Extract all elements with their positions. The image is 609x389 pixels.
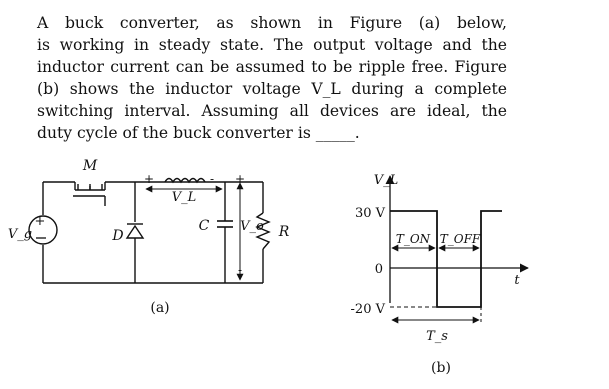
resistor-label: R xyxy=(278,224,290,240)
output-voltage-label: V_o xyxy=(240,219,264,234)
mosfet-label: M xyxy=(82,158,98,174)
tick-neg20v-label: -20 V xyxy=(350,302,385,317)
output-plus-sign: + xyxy=(234,172,246,186)
diode-label: D xyxy=(112,228,124,244)
inductor-minus-sign: - xyxy=(209,172,215,186)
buck-converter-circuit xyxy=(43,182,263,283)
problem-line-3: inductor current can be assumed to be ripple free. Figure xyxy=(37,58,507,76)
figure-a-caption: (a) xyxy=(150,300,170,316)
t-off-label: T_OFF xyxy=(439,232,481,246)
circuit-polarity-signs xyxy=(144,172,245,277)
source-label: V_g xyxy=(7,227,33,242)
ts-label: T_s xyxy=(426,329,448,344)
problem-line-6: duty cycle of the buck converter is _____. xyxy=(37,124,360,142)
problem-line-1: A buck converter, as shown in Figure (a) below, xyxy=(37,14,507,32)
x-axis-label: t xyxy=(514,273,520,288)
y-axis-label: V_L xyxy=(373,173,399,188)
source-plus-sign: + xyxy=(34,214,46,229)
mosfet-switch xyxy=(73,182,105,206)
inductor-plus-sign: + xyxy=(143,172,155,186)
inductor-voltage-waveform xyxy=(390,211,502,307)
figure-b-caption: (b) xyxy=(431,360,451,376)
inductor-voltage-label: V_L xyxy=(171,190,197,205)
circuit-labels xyxy=(8,158,290,244)
output-minus-sign: - xyxy=(237,263,243,277)
tick-30v-label: 30 V xyxy=(354,206,385,221)
capacitor-label: C xyxy=(198,218,210,234)
problem-line-2: is working in steady state. The output voltage and the xyxy=(37,36,507,54)
diode xyxy=(127,224,143,238)
capacitor xyxy=(217,221,233,227)
problem-line-4: (b) shows the inductor voltage V_L during a complete xyxy=(37,80,507,98)
t-on-label: T_ON xyxy=(395,232,431,246)
problem-line-5: switching interval. Assuming all devices are ideal, the xyxy=(37,102,507,120)
voltage-source xyxy=(29,214,57,244)
tick-0-label: 0 xyxy=(374,262,383,277)
